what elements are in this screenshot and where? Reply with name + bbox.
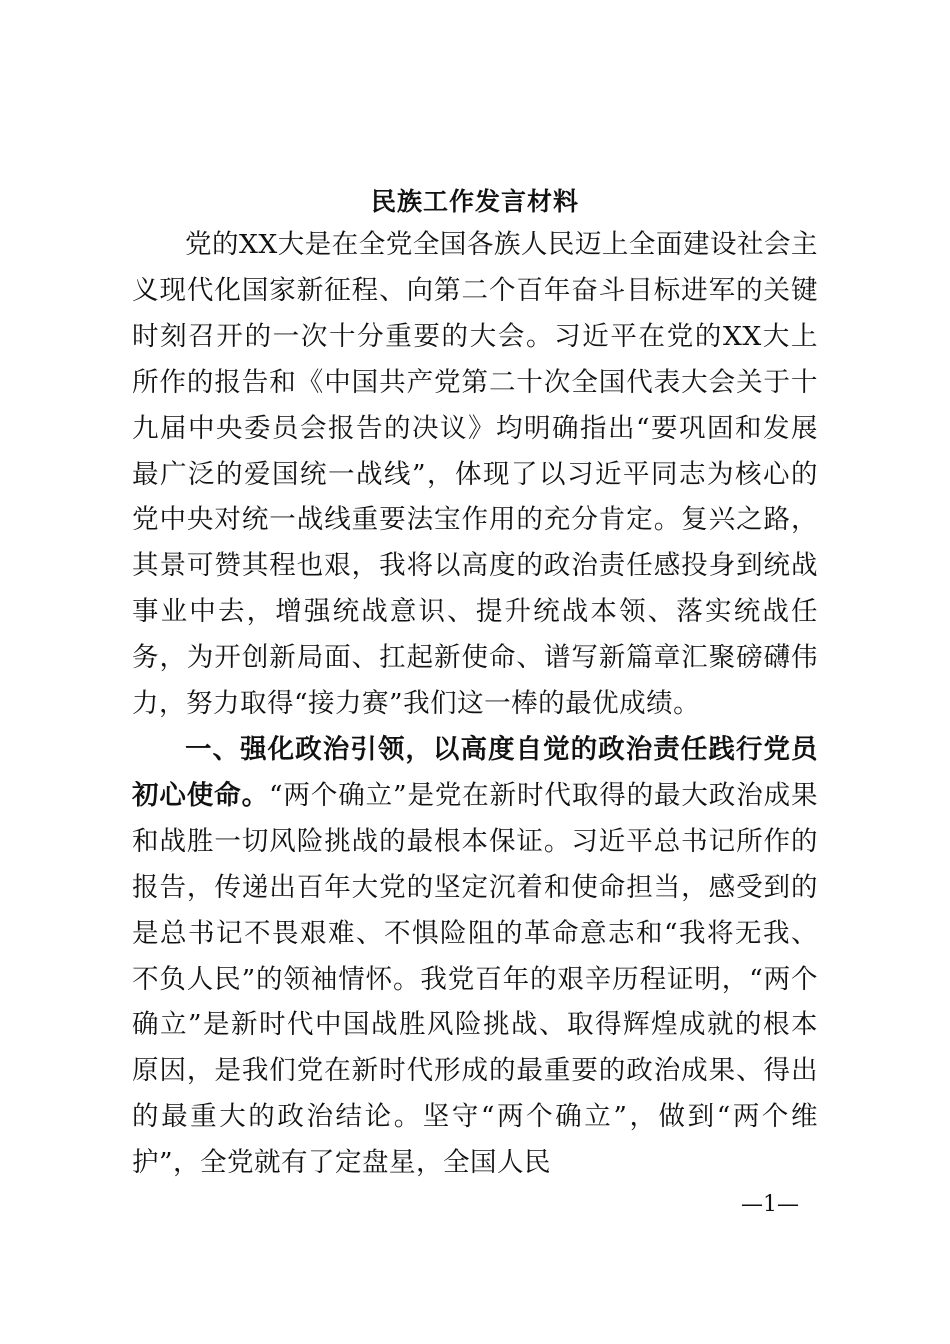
document-title: 民族工作发言材料 <box>370 187 579 216</box>
section-one-paragraph <box>132 727 818 1186</box>
intro-paragraph <box>132 222 818 727</box>
document-body <box>132 222 818 1186</box>
page-number: —1— <box>741 1192 799 1217</box>
intro-paragraph-text: 党的XX大是在全党全国各族人民迈上全面建设社会主义现代化国家新征程、向第二个百年奋斗目标进军的关键时刻召开的一次十分重要的大会。习近平在党的XX大上所作的报告和《中国共产党第二十次全国代表大会关于十九届中央委员会报告的决议》均明确指出“要巩固和发展最广泛的爱国统一战线”，体现了以习近平同志为核心的党中央对统一战线重要法宝作用的充分肯定。复兴之路，其景可赞其程也艰，我将以高度的政治责任感投身到统战事业中去，增强统战意识、提升统战本领、落实统战任务，为开创新局面、扛起新使命、谱写新篇章汇聚磅礴伟力，努力取得“接力赛”我们这一棒的最优成绩。 <box>132 229 818 720</box>
section-one-heading: 一、强化政治引领，以高度自觉的政治责任践行党员初心使命。 <box>132 733 818 811</box>
section-one-text: “两个确立”是党在新时代取得的最大政治成果和战胜一切风险挑战的最根本保证。习近平总书记所作的报告，传递出百年大党的坚定沉着和使命担当，感受到的是总书记不畏艰难、不惧险阻的革命意志和“我将无我、不负人民”的领袖情怀。我党百年的艰辛历程证明，“两个确立”是新时代中国战胜风险挑战、取得辉煌成就的根本原因，是我们党在新时代形成的最重要的政治成果、得出的最重大的政治结论。坚守“两个确立”，做到“两个维护”，全党就有了定盘星，全国人民 <box>132 779 818 1179</box>
